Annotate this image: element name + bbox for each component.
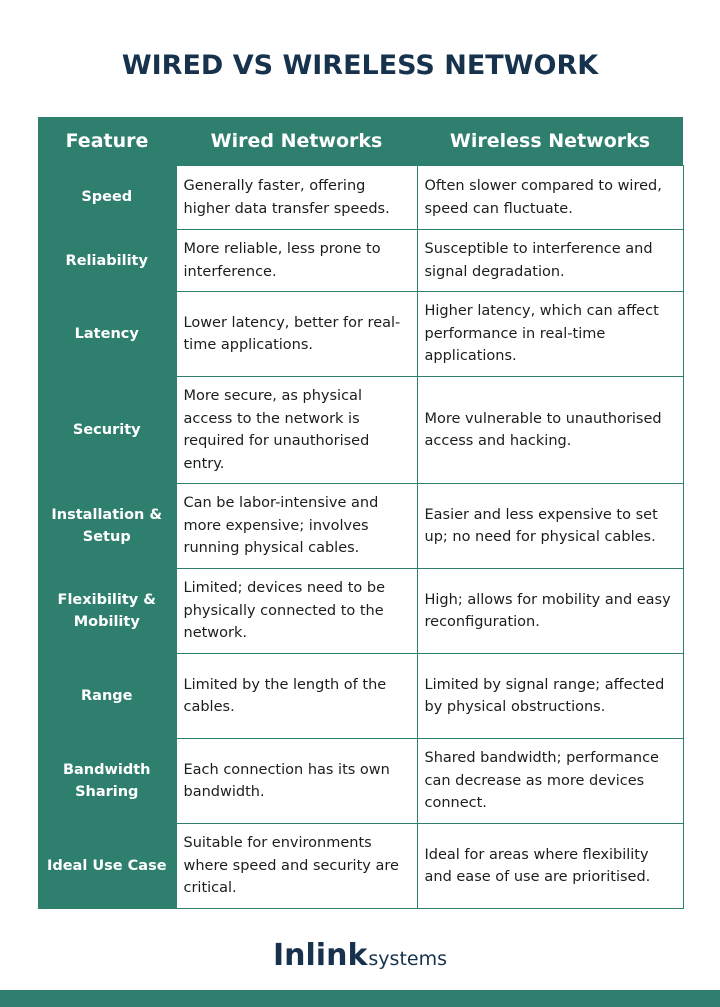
wireless-cell: Often slower compared to wired, speed can fluctuate. [417, 166, 683, 230]
wireless-cell: High; allows for mobility and easy reconfiguration. [417, 569, 683, 654]
wired-cell: Suitable for environments where speed and security are critical. [176, 824, 417, 909]
feature-cell: Ideal Use Case [38, 824, 176, 909]
brand-name: Inlink [273, 938, 368, 973]
comparison-table [38, 117, 684, 909]
wireless-cell: Susceptible to interference and signal degradation. [417, 230, 683, 292]
header-wired: Wired Networks [176, 117, 417, 166]
table-row [38, 377, 683, 484]
feature-cell: Security [38, 377, 176, 484]
wireless-cell: Higher latency, which can affect performance in real-time applications. [417, 292, 683, 377]
page-title: WIRED VS WIRELESS NETWORK [121, 50, 599, 81]
table-header-row [38, 117, 683, 166]
feature-cell: Speed [38, 166, 176, 230]
table-row [38, 292, 683, 377]
brand-suffix: systems [368, 948, 447, 970]
wired-cell: More reliable, less prone to interference. [176, 230, 417, 292]
wireless-cell: Limited by signal range; affected by physical obstructions. [417, 654, 683, 739]
wireless-cell: More vulnerable to unauthorised access and hacking. [417, 377, 683, 484]
wired-cell: More secure, as physical access to the network is required for unauthorised entry. [176, 377, 417, 484]
table-row [38, 166, 683, 230]
wired-cell: Limited by the length of the cables. [176, 654, 417, 739]
wireless-cell: Easier and less expensive to set up; no need for physical cables. [417, 484, 683, 569]
table-row [38, 654, 683, 739]
brand-logo [0, 938, 720, 973]
bottom-accent-bar [0, 990, 720, 1007]
feature-cell: Flexibility & Mobility [38, 569, 176, 654]
wired-cell: Limited; devices need to be physically connected to the network. [176, 569, 417, 654]
wireless-cell: Shared bandwidth; performance can decrease as more devices connect. [417, 739, 683, 824]
wireless-cell: Ideal for areas where flexibility and ease of use are prioritised. [417, 824, 683, 909]
feature-cell: Latency [38, 292, 176, 377]
table-row [38, 824, 683, 909]
feature-cell: Reliability [38, 230, 176, 292]
header-wireless: Wireless Networks [417, 117, 683, 166]
header-feature: Feature [38, 117, 176, 166]
feature-cell: Bandwidth Sharing [38, 739, 176, 824]
wired-cell: Generally faster, offering higher data transfer speeds. [176, 166, 417, 230]
feature-cell: Installation & Setup [38, 484, 176, 569]
wired-cell: Each connection has its own bandwidth. [176, 739, 417, 824]
table-row [38, 739, 683, 824]
wired-cell: Lower latency, better for real-time applications. [176, 292, 417, 377]
feature-cell: Range [38, 654, 176, 739]
table-row [38, 230, 683, 292]
wired-cell: Can be labor-intensive and more expensive; involves running physical cables. [176, 484, 417, 569]
table-row [38, 569, 683, 654]
table-row [38, 484, 683, 569]
